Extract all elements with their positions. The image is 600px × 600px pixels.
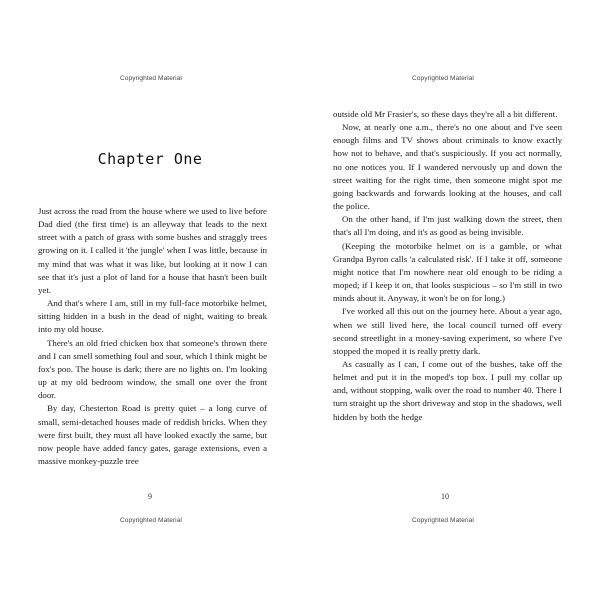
paragraph: I've worked all this out on the journey here. About a year ago, when we still lived here, the local council turned off every second streetlight in a money-saving experiment, so where I've stopped the moped it is really pretty dark. bbox=[333, 306, 562, 356]
page-number: 9 bbox=[148, 492, 152, 501]
paragraph: Now, at nearly one a.m., there's no one about and I've seen enough films and TV shows about criminals to know exactly how not to behave, and that's suspiciously. If you act normally, no one notices you. If I wandered nervously up and down the street waiting for the right time, then someone might spot me going backwards and forwards looking at the houses, and call the police. bbox=[333, 122, 562, 212]
paragraph: As casually as I can, I come out of the bushes, take off the helmet and put it in the moped's top box. I pull my collar up and, without stopping, walk over the road to number 40. There I turn straight up the short driveway and stop in the shadows, well hidden by both the hedge bbox=[333, 358, 562, 422]
paragraph: outside old Mr Frasier's, so these days they're all a bit different. bbox=[333, 109, 558, 119]
left-footer-copyright: Copyrighted Material bbox=[120, 517, 182, 524]
paragraph: There's an old fried chicken box that someone's thrown there and I can smell something foul and sour, which I think might be fox's poo. The house is dark; there are no lights on. I'm looking up at my old bedroom window, the small one over the front door. bbox=[38, 337, 267, 401]
paragraph: On the other hand, if I'm just walking down the street, then that's all I'm doing, and it's as good as being invisible. bbox=[333, 214, 562, 238]
left-header-copyright: Copyrighted Material bbox=[120, 75, 182, 82]
right-page bbox=[300, 0, 600, 600]
left-body-text bbox=[38, 205, 267, 468]
paragraph: By day, Chesterton Road is pretty quiet – a long curve of small, semi-detached houses made of reddish bricks. When they were first built, they must all have looked exactly the same, but now people have added fancy gates, garage extensions, even a massive monkey-puzzle tree bbox=[38, 403, 267, 466]
paragraph: And that's where I am, still in my full-face motorbike helmet, sitting hidden in a bush in the dead of night, waiting to break into my old house. bbox=[38, 298, 267, 335]
paragraph: (Keeping the motorbike helmet on is a gamble, or what Grandpa Byron calls 'a calculated risk'. If I take it off, someone might notice that I'm nowhere near old enough to be riding a moped; if I keep it on, that looks suspicious – so I'm still in two minds about it. Anyway, it won't be on for long.) bbox=[333, 240, 562, 304]
chapter-title: Chapter One bbox=[97, 150, 203, 168]
right-footer-copyright: Copyrighted Material bbox=[412, 517, 474, 524]
right-body-text bbox=[333, 108, 562, 424]
paragraph: Just across the road from the house where we used to live before Dad died (the first time) is an alleyway that leads to the next street with a patch of grass with some bushes and straggly trees growing on it. I called it 'the jungle' when I was little, because in my mind that was what it was like, but looking at it now I can see that it's just a plot of land for a house that hasn't been built yet. bbox=[38, 206, 267, 295]
right-header-copyright: Copyrighted Material bbox=[412, 75, 474, 82]
page-number: 10 bbox=[441, 492, 449, 501]
